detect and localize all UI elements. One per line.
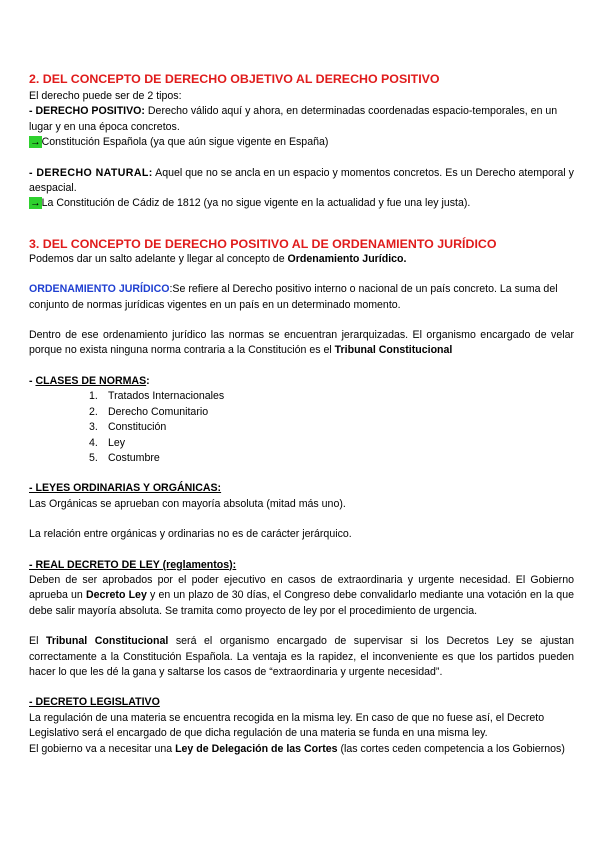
real-decreto-text-b: y en un plazo de 30 días, el Congreso debe convalidarlo mediante una votación en la que debe salir mayoría absoluta. Se tramita como proyecto de ley por el procedimiento de urgencia. xyxy=(29,589,574,617)
list-item xyxy=(29,436,574,451)
list-item-label: Ley xyxy=(108,436,126,449)
leyes-heading xyxy=(29,481,574,496)
section-2-title: 2. DEL CONCEPTO DE DERECHO OBJETIVO AL DERECHO POSITIVO xyxy=(29,72,440,86)
real-decreto-heading xyxy=(29,558,574,573)
list-item-number: 3. xyxy=(89,421,98,434)
clases-list xyxy=(29,389,574,466)
derecho-positivo-text: Derecho válido aquí y ahora, en determinadas coordenadas espacio-temporales, en un lugar y en una época concretos. xyxy=(29,105,558,133)
leyes-paragraph-1: Las Orgánicas se aprueban con mayoría absoluta (mitad más uno). xyxy=(29,497,346,510)
real-decreto-text-a: Deben de ser aprobados por el poder ejecutivo en casos de extraordinaria y urgente necesidad. El Gobierno aprueba un xyxy=(29,573,574,602)
list-item-number: 5. xyxy=(89,451,98,464)
derecho-natural-paragraph xyxy=(29,166,574,197)
jerarquia-text: Dentro de ese ordenamiento jurídico las normas se encuentran jerarquizadas. El organismo encargado de velar porque no exista ninguna norma contraria a la Constitución es el xyxy=(29,329,574,357)
list-item-number: 4. xyxy=(89,436,98,449)
clases-heading-text: CLASES DE NORMAS xyxy=(35,374,147,387)
list-item-number: 1. xyxy=(89,390,98,403)
list-item xyxy=(29,420,574,435)
clases-heading-suffix: : xyxy=(146,374,150,387)
list-item xyxy=(29,451,574,466)
real-decreto-heading-text: - REAL DECRETO DE LEY (reglamentos): xyxy=(29,558,237,571)
list-item-label: Constitución xyxy=(108,421,167,434)
real-decreto-paragraph-2 xyxy=(29,634,574,680)
leyes-heading-text: - LEYES ORDINARIAS Y ORGÁNICAS: xyxy=(29,482,222,495)
ley-delegacion-bold: Ley de Delegación de las Cortes xyxy=(175,742,338,755)
derecho-positivo-paragraph xyxy=(29,104,574,135)
ordenamiento-definition xyxy=(29,282,574,313)
clases-heading xyxy=(29,374,574,389)
derecho-natural-example xyxy=(29,196,574,211)
tribunal-constitucional-bold: Tribunal Constitucional xyxy=(45,635,169,648)
section-2-intro: El derecho puede ser de 2 tipos: xyxy=(29,90,182,102)
ordenamiento-term: ORDENAMIENTO JURÍDICO xyxy=(29,283,170,296)
derecho-positivo-example xyxy=(29,135,574,150)
decreto-legislativo-paragraph-2 xyxy=(29,742,574,757)
decreto-legislativo-heading-text: - DECRETO LEGISLATIVO xyxy=(29,696,160,709)
section-3-intro-text: Podemos dar un salto adelante y llegar al concepto de xyxy=(29,252,288,265)
list-item-label: Tratados Internacionales xyxy=(108,390,225,403)
document-body xyxy=(29,71,574,757)
list-item xyxy=(29,389,574,404)
leyes-paragraph-2: La relación entre orgánicas y ordinarias no es de carácter jerárquico. xyxy=(29,528,352,541)
real-decreto-p2-text-a: El xyxy=(29,635,46,648)
section-3-title: 3. DEL CONCEPTO DE DERECHO POSITIVO AL DE ORDENAMIENTO JURÍDICO xyxy=(29,236,497,251)
decreto-legislativo-text-b: (las cortes ceden competencia a los Gobiernos) xyxy=(337,742,565,755)
decreto-ley-bold: Decreto Ley xyxy=(85,589,147,602)
jerarquia-paragraph xyxy=(29,328,574,359)
derecho-natural-term: - DERECHO NATURAL: xyxy=(29,166,153,179)
ordenamiento-bold: Ordenamiento Jurídico. xyxy=(287,252,407,265)
ordenamiento-text: :Se refiere al Derecho positivo interno o nacional de un país concreto. La suma del conjunto de normas jurídicas vigentes en un país en un determinado momento. xyxy=(29,283,558,311)
derecho-positivo-term: - DERECHO POSITIVO: xyxy=(29,105,145,118)
derecho-natural-text: Aquel que no se ancla en un espacio y momentos concretos. Es un Derecho atemporal y aespacial. xyxy=(29,166,574,195)
decreto-legislativo-text-a: El gobierno va a necesitar una xyxy=(29,742,176,755)
arrow-right-icon: → xyxy=(30,197,41,210)
decreto-legislativo-paragraph-1: La regulación de una materia se encuentra recogida en la misma ley. En caso de que no fuese así, el Decreto Legislativo será el encargado de que dicha regulación de una materia se funda en una misma ley. xyxy=(29,711,545,740)
list-item-number: 2. xyxy=(89,405,98,418)
arrow-right-icon: → xyxy=(30,136,41,149)
derecho-natural-example-text: La Constitución de Cádiz de 1812 (ya no sigue vigente en la actualidad y fue una ley justa). xyxy=(41,197,471,210)
clases-heading-prefix: - xyxy=(29,374,36,387)
list-item xyxy=(29,405,574,420)
derecho-positivo-example-text: Constitución Española (ya que aún sigue vigente en España) xyxy=(41,136,329,149)
real-decreto-paragraph-1 xyxy=(29,573,574,619)
list-item-label: Derecho Comunitario xyxy=(108,405,209,418)
decreto-legislativo-heading xyxy=(29,695,574,710)
list-item-label: Costumbre xyxy=(108,451,160,464)
tribunal-constitucional-bold: Tribunal Constitucional xyxy=(334,344,453,357)
real-decreto-p2-text-b: será el organismo encargado de supervisar si los Decretos Ley se ajustan correctamente a la Constitución Española. La ventaja es la rapidez, el inconveniente es que los partidos pueden hacer lo que les dé la gana y saltarse los casos de “extraordinaria y urgente necesidad”. xyxy=(29,635,574,678)
section-3-intro xyxy=(29,252,574,267)
